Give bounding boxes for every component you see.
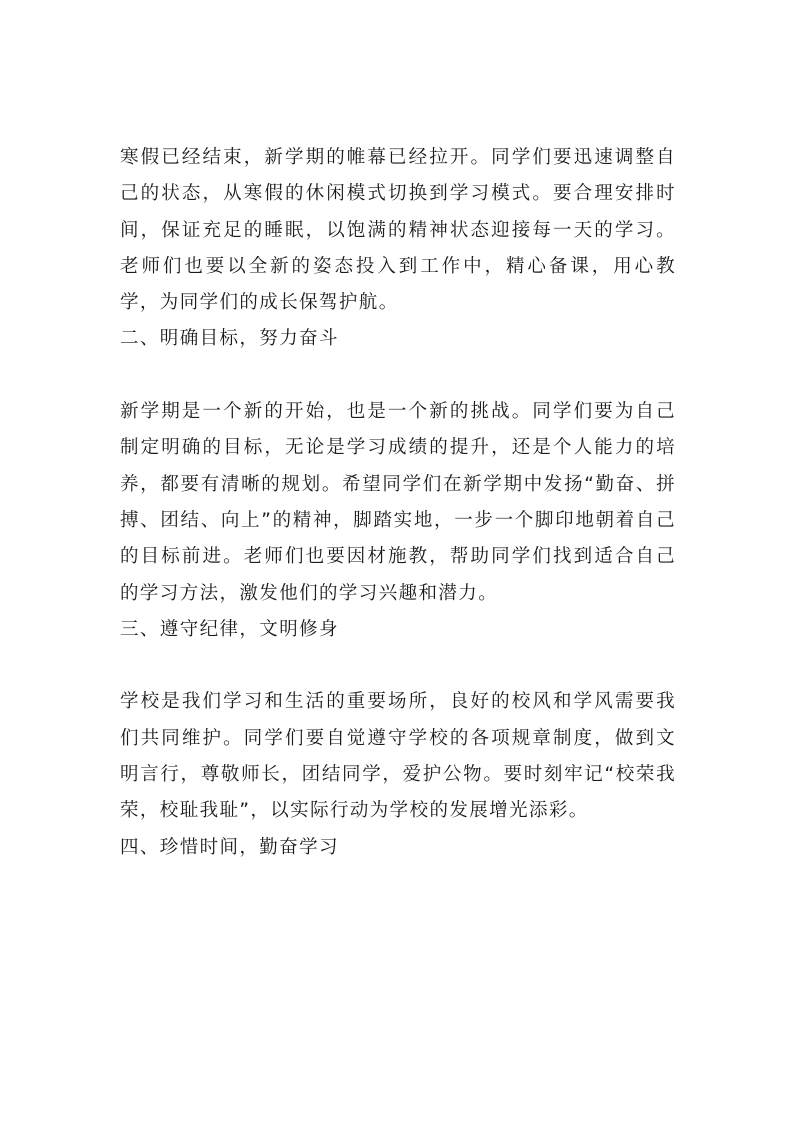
section-heading-time: 四、珍惜时间，勤奋学习 [120,836,339,858]
blank-line [120,648,676,684]
blank-line [120,358,676,394]
section-heading-discipline: 三、遵守纪律，文明修身 [120,618,339,640]
paragraph-discipline: 学校是我们学习和生活的重要场所，良好的校风和学风需要我们共同维护。同学们要自觉遵守学校的各项规章制度，做到文明言行，尊敬师长，团结同学，爱护公物。要时刻牢记“校荣我荣，校耻我耻”，以实际行动为学校的发展增光添彩。 [120,691,676,822]
paragraph-new-semester-start: 寒假已经结束，新学期的帷幕已经拉开。同学们要迅速调整自己的状态，从寒假的休闲模式切换到学习模式。要合理安排时间，保证充足的睡眠，以饱满的精神状态迎接每一天的学习。老师们也要以全新的姿态投入到工作中，精心备课，用心教学，为同学们的成长保驾护航。 [120,147,676,314]
section-heading-goals: 二、明确目标，努力奋斗 [120,328,339,350]
document-body [120,140,676,866]
paragraph-goals: 新学期是一个新的开始，也是一个新的挑战。同学们要为自己制定明确的目标，无论是学习成绩的提升，还是个人能力的培养，都要有清晰的规划。希望同学们在新学期中发扬“勤奋、拼搏、团结、向上”的精神，脚踏实地，一步一个脚印地朝着自己的目标前进。老师们也要因材施教，帮助同学们找到适合自己的学习方法，激发他们的学习兴趣和潜力。 [120,401,676,604]
